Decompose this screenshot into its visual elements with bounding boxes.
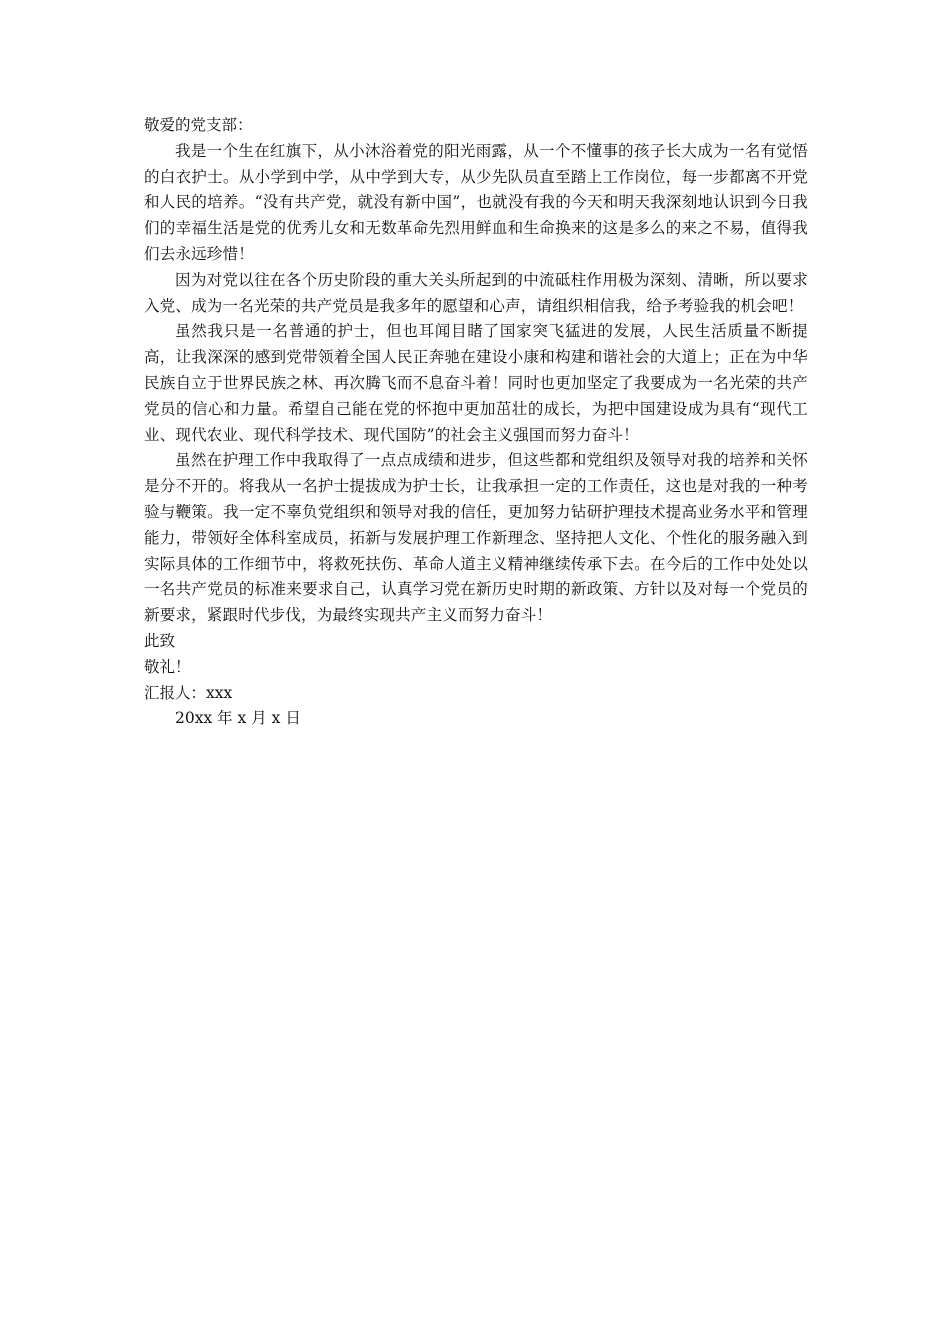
paragraph-3: 虽然我只是一名普通的护士，但也耳闻目睹了国家突飞猛进的发展，人民生活质量不断提高，让我深深的感到党带领着全国人民正奔驰在建设小康和构建和谐社会的大道上；正在为中华民族自立于世界民族之林、再次腾飞而不息奋斗着！同时也更加坚定了我要成为一名光荣的共产党员的信心和力量。希望自己能在党的怀抱中更加茁壮的成长，为把中国建设成为具有“现代工业、现代农业、现代科学技术、现代国防”的社会主义强国而努力奋斗！: [144, 322, 808, 444]
closing-regards: 敬礼！: [144, 657, 191, 676]
signature: 汇报人：xxx: [144, 683, 233, 702]
closing-salute: 此致: [144, 631, 176, 650]
paragraph-1: 我是一个生在红旗下，从小沐浴着党的阳光雨露，从一个不懂事的孩子长大成为一名有觉悟的白衣护士。从小学到中学，从中学到大专，从少先队员直至踏上工作岗位，每一步都离不开党和人民的培养。“没有共产党，就没有新中国”，也就没有我的今天和明天我深刻地认识到今日我们的幸福生活是党的优秀儿女和无数革命先烈用鲜血和生命换来的这是多么的来之不易，值得我们去永远珍惜！: [144, 141, 808, 263]
letter-document: [144, 113, 808, 732]
salutation: 敬爱的党支部：: [144, 116, 253, 134]
date: 20xx 年 x 月 x 日: [175, 709, 301, 728]
paragraph-4: 虽然在护理工作中我取得了一点点成绩和进步，但这些都和党组织及领导对我的培养和关怀是分不开的。将我从一名护士提拔成为护士长，让我承担一定的工作责任，这也是对我的一种考验与鞭策。我一定不辜负党组织和领导对我的信任，更加努力钻研护理技术提高业务水平和管理能力，带领好全体科室成员，拓新与发展护理工作新理念、坚持把人文化、个性化的服务融入到实际具体的工作细节中，将救死扶伤、革命人道主义精神继续传承下去。在今后的工作中处处以一名共产党员的标准来要求自己，认真学习党在新历史时期的新政策、方针以及对每一个党员的新要求，紧跟时代步伐，为最终实现共产主义而努力奋斗！: [144, 451, 808, 625]
paragraph-2: 因为对党以往在各个历史阶段的重大关头所起到的中流砥柱作用极为深刻、清晰，所以要求入党、成为一名光荣的共产党员是我多年的愿望和心声，请组织相信我，给予考验我的机会吧！: [144, 270, 808, 315]
